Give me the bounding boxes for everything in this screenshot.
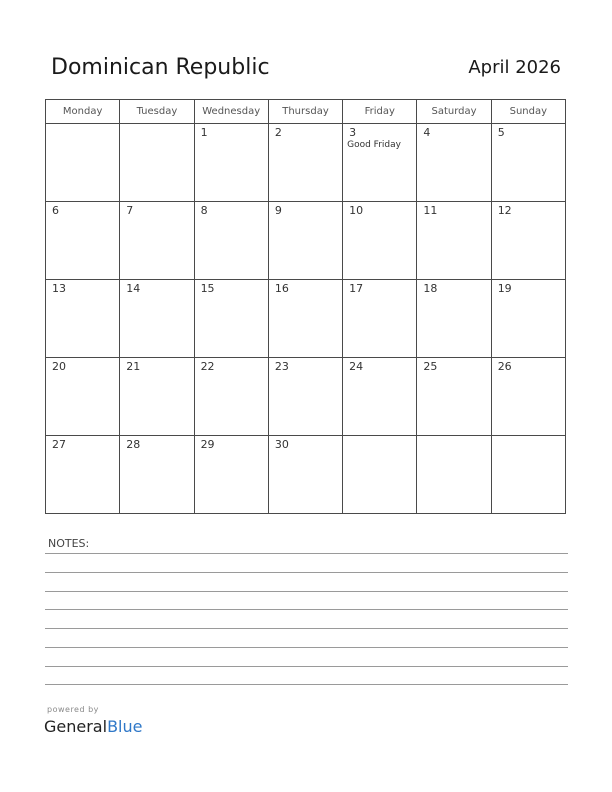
day-cell	[491, 124, 565, 202]
day-cell	[120, 124, 194, 202]
day-number: 29	[200, 438, 215, 451]
day-cell	[268, 280, 342, 358]
day-cell	[46, 436, 120, 514]
note-line	[45, 591, 568, 592]
day-cell	[343, 358, 417, 436]
day-number: 1	[200, 126, 208, 139]
day-cell	[46, 124, 120, 202]
logo-text-blue: Blue	[107, 717, 143, 736]
week-row	[46, 436, 566, 514]
day-number: 19	[497, 282, 512, 295]
day-number: 7	[126, 204, 134, 217]
day-number: 20	[52, 360, 66, 373]
day-cell	[120, 358, 194, 436]
day-cell	[268, 124, 342, 202]
day-number: 25	[423, 360, 438, 373]
day-cell	[417, 358, 491, 436]
weekday-friday: Friday	[343, 100, 417, 124]
day-cell	[268, 358, 342, 436]
day-number: 13	[52, 282, 66, 295]
day-cell	[268, 436, 342, 514]
note-line	[45, 684, 568, 685]
day-number: 18	[423, 282, 438, 295]
day-cell	[417, 124, 491, 202]
day-number: 6	[52, 204, 59, 217]
day-cell	[120, 280, 194, 358]
note-line	[45, 628, 568, 629]
note-line	[45, 572, 568, 573]
note-line	[45, 609, 568, 610]
holiday-label: Good Friday	[347, 140, 401, 150]
day-cell	[194, 436, 268, 514]
day-number: 16	[274, 282, 289, 295]
day-cell	[417, 280, 491, 358]
day-number: 17	[349, 282, 364, 295]
week-row	[46, 358, 566, 436]
day-number: 8	[200, 204, 208, 217]
day-number: 3	[349, 126, 357, 139]
weekday-wednesday: Wednesday	[194, 100, 268, 124]
calendar-grid	[45, 99, 566, 514]
day-cell	[491, 202, 565, 280]
day-number: 30	[274, 438, 289, 451]
day-cell	[120, 202, 194, 280]
weekday-tuesday: Tuesday	[120, 100, 194, 124]
notes-label: NOTES:	[48, 537, 90, 550]
day-cell	[343, 202, 417, 280]
day-cell	[343, 124, 417, 202]
calendar-country-title: Dominican Republic	[51, 55, 270, 80]
day-number: 2	[274, 126, 282, 139]
day-number: 9	[274, 204, 282, 217]
note-line	[45, 647, 568, 648]
weekday-header-row	[46, 100, 566, 124]
note-line	[45, 553, 568, 554]
generalblue-logo	[44, 717, 142, 736]
powered-by-text: powered by	[47, 705, 99, 714]
day-cell	[46, 358, 120, 436]
day-cell	[46, 202, 120, 280]
day-number: 11	[423, 204, 438, 217]
day-cell	[417, 436, 491, 514]
day-number: 24	[349, 360, 364, 373]
day-cell	[194, 358, 268, 436]
day-number: 5	[497, 126, 505, 139]
day-number: 23	[274, 360, 289, 373]
day-cell	[194, 124, 268, 202]
day-number	[46, 124, 119, 126]
day-number: 12	[497, 204, 512, 217]
day-number: 27	[52, 438, 66, 451]
day-cell	[491, 358, 565, 436]
logo-text-general: General	[44, 717, 108, 736]
day-cell	[194, 280, 268, 358]
week-row	[46, 124, 566, 202]
weekday-saturday: Saturday	[417, 100, 491, 124]
day-number	[343, 436, 416, 438]
day-number	[417, 436, 490, 438]
weekday-monday: Monday	[46, 100, 120, 124]
day-cell	[491, 280, 565, 358]
day-cell	[268, 202, 342, 280]
day-cell	[417, 202, 491, 280]
calendar-month-title: April 2026	[468, 57, 561, 78]
day-number: 14	[126, 282, 141, 295]
day-number: 26	[497, 360, 512, 373]
note-line	[45, 666, 568, 667]
week-row	[46, 280, 566, 358]
day-number: 21	[126, 360, 141, 373]
week-row	[46, 202, 566, 280]
weekday-thursday: Thursday	[268, 100, 342, 124]
day-cell	[491, 436, 565, 514]
day-number: 4	[423, 126, 431, 139]
day-cell	[46, 280, 120, 358]
day-number	[492, 436, 565, 438]
day-number: 10	[349, 204, 364, 217]
day-cell	[120, 436, 194, 514]
day-number: 22	[200, 360, 215, 373]
weekday-sunday: Sunday	[491, 100, 565, 124]
day-number: 28	[126, 438, 141, 451]
day-number: 15	[200, 282, 215, 295]
day-cell	[343, 436, 417, 514]
day-cell	[194, 202, 268, 280]
day-cell	[343, 280, 417, 358]
day-number	[120, 124, 193, 126]
